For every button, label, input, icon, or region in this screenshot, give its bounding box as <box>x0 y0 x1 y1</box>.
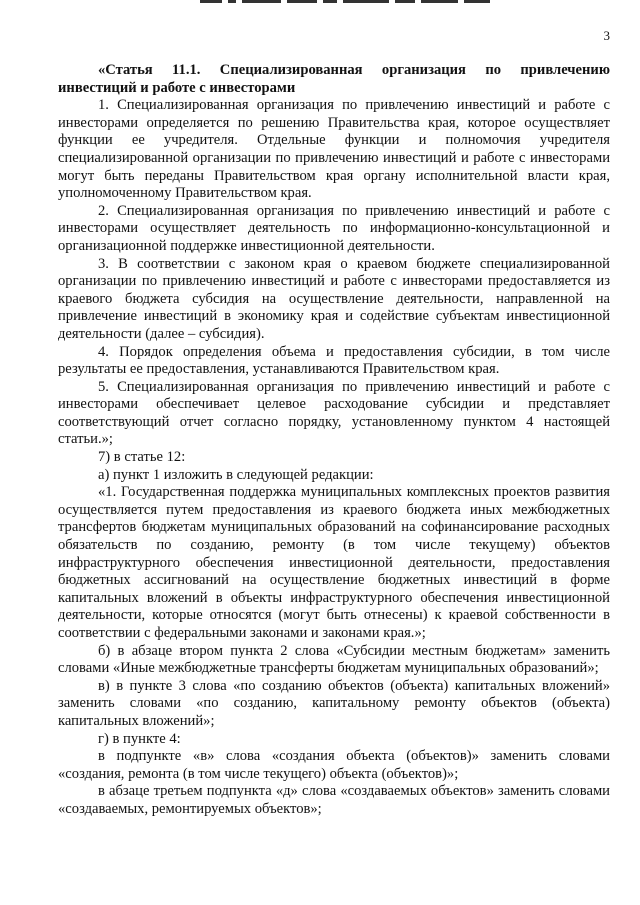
paragraph: 3. В соответствии с законом края о краевом бюджете специализированной организации по привлечению инвестиций и работе с инвесторами предоставляется из краевого бюджета субсидия на осуществление деятельности, направленной на привлечение инвестиций в экономику края и содействие субъектам инвестиционной деятельности (далее – субсидия). <box>58 255 610 342</box>
scan-edge-marks <box>200 0 490 3</box>
paragraph: 4. Порядок определения объема и предоставления субсидии, в том числе результаты ее предоставления, устанавливаются Правительством края. <box>58 343 610 378</box>
paragraph: в подпункте «в» слова «создания объекта (объектов)» заменить словами «создания, ремонта (в том числе текущего) объекта (объектов)»; <box>58 748 610 782</box>
paragraph: «1. Государственная поддержка муниципальных комплексных проектов развития осуществляется путем предоставления из краевого бюджета иных межбюджетных трансфертов бюджетам муниципальных образований на софинансирование расходных обязательств по созданию, ремонту (в том числе текущему) объектов инфраструктурного обеспечения инвестиционной деятельности, предоставления бюджетных ассигнований на осуществление бюджетных инвестиций в форме капитальных вложений в объекты инфраструктурного обеспечения инвестиционной деятельности, которые относятся (могут быть отнесены) к краевой собственности в соответствии с федеральными законами и законами края.»; <box>58 484 610 641</box>
paragraph: в) в пункте 3 слова «по созданию объектов (объекта) капитальных вложений» заменить словами «по созданию, капитальному ремонту объектов (объекта) капитальных вложений»; <box>58 677 610 729</box>
article-heading: «Статья 11.1. Специализированная организация по привлечению инвестиций и работе с инвесторами <box>58 62 610 96</box>
paragraph: 5. Специализированная организация по привлечению инвестиций и работе с инвесторами обеспечивает целевое расходование субсидии и представляет соответствующий отчет согласно порядку, установленному пунктом 4 настоящей статьи.»; <box>58 378 610 448</box>
paragraph: 7) в статье 12: <box>98 449 186 466</box>
page-number: 3 <box>603 28 610 43</box>
paragraph: б) в абзаце втором пункта 2 слова «Субсидии местным бюджетам» заменить словами «Иные межбюджетные трансферты бюджетам муниципальных образований»; <box>58 642 610 677</box>
document-body <box>58 62 610 819</box>
paragraph: в абзаце третьем подпункта «д» слова «создаваемых объектов» заменить словами «создаваемых, ремонтируемых объектов»; <box>58 783 610 817</box>
paragraph: 1. Специализированная организация по привлечению инвестиций и работе с инвесторами определяется по решению Правительства края, которое осуществляет функции ее учредителя. Отдельные функции и полномочия учредителя специализированной организации по привлечению инвестиций и работе с инвесторами могут быть переданы Правительством края органу исполнительной власти края, уполномоченному Правительством края. <box>58 97 610 202</box>
paragraph: 2. Специализированная организация по привлечению инвестиций и работе с инвесторами осуществляет деятельность по информационно-консультационной и организационной поддержке инвестиционной деятельности. <box>58 202 610 254</box>
paragraph: г) в пункте 4: <box>98 730 181 747</box>
paragraph: а) пункт 1 изложить в следующей редакции: <box>98 466 374 483</box>
